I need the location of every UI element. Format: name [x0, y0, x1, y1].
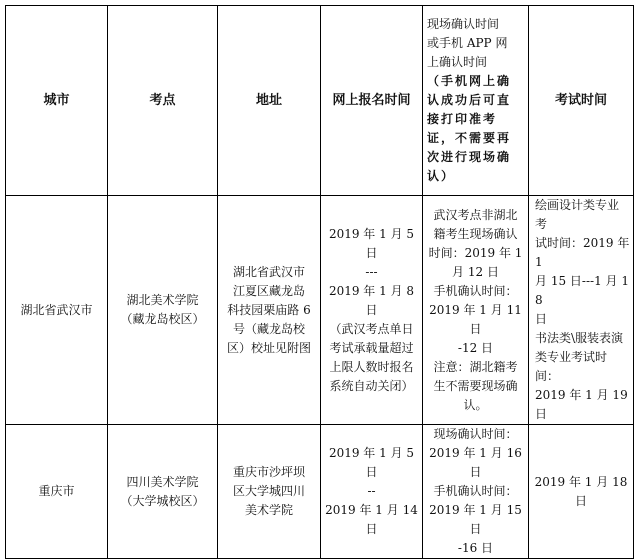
row-address — [218, 425, 321, 559]
cell-line: 或手机 APP 网 — [427, 36, 508, 50]
cell-line: 美术学院 — [244, 503, 293, 517]
exam-schedule-table — [5, 5, 634, 559]
cell-line: 武汉考点非湖北 — [433, 207, 518, 222]
cell-line: 次进行现场确 — [427, 150, 512, 164]
cell-line: 证，不需要再 — [427, 131, 512, 145]
header-confirm-title — [427, 15, 525, 72]
cell-line: 生不需要现场确 — [433, 378, 518, 393]
cell-line: 江夏区藏龙岛 — [232, 283, 305, 298]
cell-line: 现场确认时间： — [433, 427, 518, 441]
cell-line: 考试承载量超过 — [329, 340, 414, 355]
cell-line: 四川美术学院 — [126, 474, 199, 489]
cell-line: 2019 年 1 月 19 日 — [535, 388, 628, 421]
cell-line: 2019 年 1 月 15 日 — [429, 503, 522, 536]
cell-line: 区大学城四川 — [232, 484, 305, 498]
cell-line: 认成功后可直 — [427, 93, 512, 107]
cell-line: 2019 年 1 月 5 日 — [328, 226, 415, 260]
row-venue — [108, 196, 218, 425]
header-exam-time: 考试时间 — [529, 6, 634, 196]
cell-line: 时间：2019 年 1 — [428, 245, 523, 260]
table-row — [6, 425, 634, 559]
header-online-registration: 网上报名时间 — [321, 6, 423, 196]
cell-line: （藏龙岛校区） — [120, 312, 205, 326]
row-address — [218, 196, 321, 425]
cell-line: （武汉考点单日 — [329, 321, 414, 336]
row-exam-time — [529, 425, 634, 559]
row-venue — [108, 425, 218, 559]
cell-line: 月 15 日---1 月 18 — [535, 274, 629, 307]
cell-line: 号（藏龙岛校 — [232, 321, 305, 336]
row-online-registration — [321, 196, 423, 425]
header-row — [6, 6, 634, 196]
cell-line: 2019 年 1 月 8 日 — [328, 283, 415, 317]
header-address: 地址 — [218, 6, 321, 196]
cell-line: 试时间：2019 年 1 — [535, 236, 630, 269]
header-venue: 考点 — [108, 6, 218, 196]
cell-line: -- — [367, 484, 376, 498]
cell-line: 接打印准考 — [427, 112, 498, 126]
cell-line: -16 日 — [457, 541, 494, 555]
row-confirmation-time — [423, 196, 529, 425]
row-city: 湖北省武汉市 — [6, 196, 108, 425]
cell-line: -12 日 — [457, 340, 494, 355]
cell-line: 书法类\服装表演 — [535, 331, 624, 345]
cell-line: 上限人数时报名 — [329, 359, 414, 374]
row-exam-time — [529, 196, 634, 425]
cell-line: 科技园栗庙路 6 — [227, 302, 311, 317]
cell-line: --- — [365, 264, 378, 279]
row-city: 重庆市 — [6, 425, 108, 559]
table-row — [6, 196, 634, 425]
header-confirm-note — [427, 72, 525, 186]
cell-line: 手机确认时间： — [433, 484, 518, 498]
cell-line: 现场确认时间 — [427, 17, 500, 31]
cell-line: 2019 年 1 月 18 日 — [534, 474, 628, 508]
cell-line: 区）校址见附图 — [226, 340, 311, 355]
cell-line: 2019 年 1 月 5 日 — [328, 446, 415, 479]
cell-line: 手机确认时间： — [433, 283, 518, 298]
cell-line: （手机网上确 — [427, 74, 512, 88]
cell-line: 2019 年 1 月 11 日 — [429, 302, 522, 336]
cell-line: 认。 — [463, 397, 488, 412]
cell-line: 2019 年 1 月 16 日 — [429, 446, 522, 479]
cell-line: 2019 年 1 月 14 日 — [325, 503, 418, 536]
header-confirmation-time — [423, 6, 529, 196]
cell-line: 系统自动关闭） — [329, 378, 414, 393]
cell-line: 上确认时间 — [427, 55, 488, 69]
cell-line: （大学城校区） — [120, 493, 205, 508]
cell-line: 月 12 日 — [452, 264, 499, 279]
cell-line: 认） — [427, 169, 456, 183]
cell-line: 湖北省武汉市 — [232, 264, 305, 279]
cell-line: 重庆市沙坪坝 — [232, 465, 305, 479]
cell-line: 湖北美术学院 — [126, 293, 199, 307]
cell-line: 籍考生现场确认 — [433, 226, 518, 241]
cell-line: 日 — [535, 312, 548, 326]
header-city: 城市 — [6, 6, 108, 196]
cell-line: 绘画设计类专业考 — [535, 198, 620, 231]
row-confirmation-time — [423, 425, 529, 559]
cell-line: 注意：湖北籍考 — [433, 359, 518, 374]
cell-line: 类专业考试时间： — [535, 350, 608, 383]
row-online-registration — [321, 425, 423, 559]
